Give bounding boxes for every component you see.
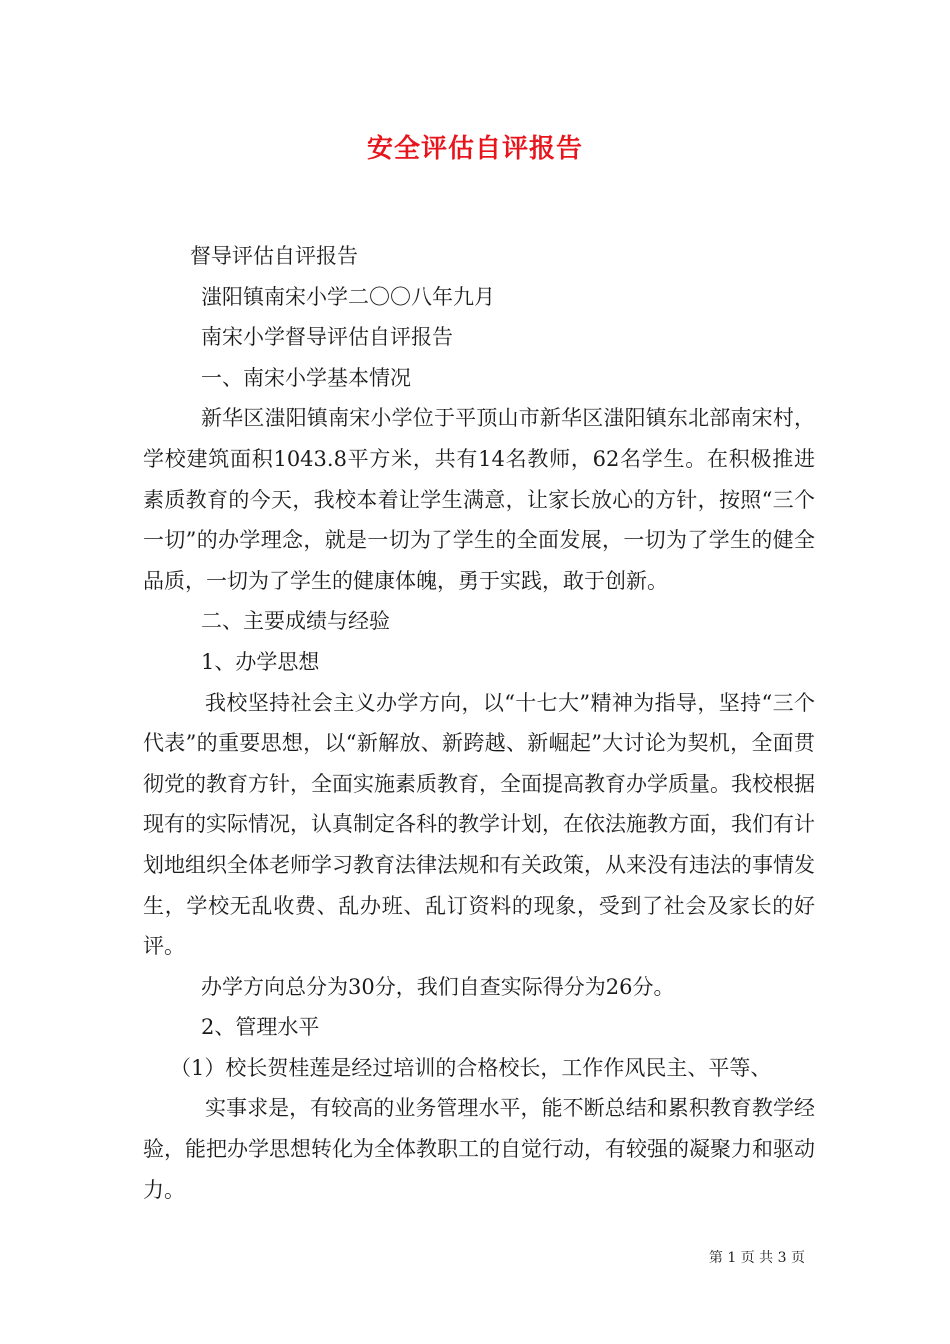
subheading-school-philosophy: 1、办学思想 [201, 649, 320, 674]
page-indicator: 第 1 页 共 3 页 [708, 1250, 805, 1266]
paragraph-school-philosophy: 我校坚持社会主义办学方向，以“十七大”精神为指导，坚持“三个代表”的重要思想，以“新解放、新跨越、新崛起”大讨论为契机，全面贯彻党的教育方针，全面实施素质教育，全面提高教育办学质量。我校根据现有的实际情况，认真制定各科的教学计划，在依法施教方面，我们有计划地组织全体老师学习教育法律法规和有关政策，从来没有违法的事情发生，学校无乱收费、乱办班、乱订资料的现象，受到了社会及家长的好评。 [143, 690, 815, 959]
section-heading-achievements: 二、主要成绩与经验 [201, 609, 390, 634]
paragraph-report-title: 南宋小学督导评估自评报告 [201, 325, 453, 350]
paragraph-heading: 督导评估自评报告 [190, 244, 358, 268]
paragraph-management-detail: 实事求是，有较高的业务管理水平，能不断总结和累积教育教学经验，能把办学思想转化为全体教职工的自觉行动，有较强的凝聚力和驱动力。 [143, 1096, 815, 1202]
subheading-management-level: 2、管理水平 [201, 1015, 320, 1040]
paragraph-basic-info: 新华区滍阳镇南宋小学位于平顶山市新华区滍阳镇东北部南宋村，学校建筑面积1043.8平方米，共有14名教师，62名学生。在积极推进素质教育的今天，我校本着让学生满意，让家长放心的方针，按照“三个一切”的办学理念，就是一切为了学生的全面发展，一切为了学生的健全品质，一切为了学生的健康体魄，勇于实践，敢于创新。 [143, 406, 815, 593]
paragraph-score: 办学方向总分为30分，我们自查实际得分为26分。 [201, 974, 675, 999]
section-heading-basic-info: 一、南宋小学基本情况 [201, 365, 411, 390]
document-body [143, 236, 815, 1210]
paragraph-school-date: 滍阳镇南宋小学二〇〇八年九月 [201, 284, 495, 309]
paragraph-principal: （1）校长贺桂莲是经过培训的合格校长，工作作风民主、平等、 [170, 1055, 772, 1080]
document-title: 安全评估自评报告 [366, 134, 583, 164]
